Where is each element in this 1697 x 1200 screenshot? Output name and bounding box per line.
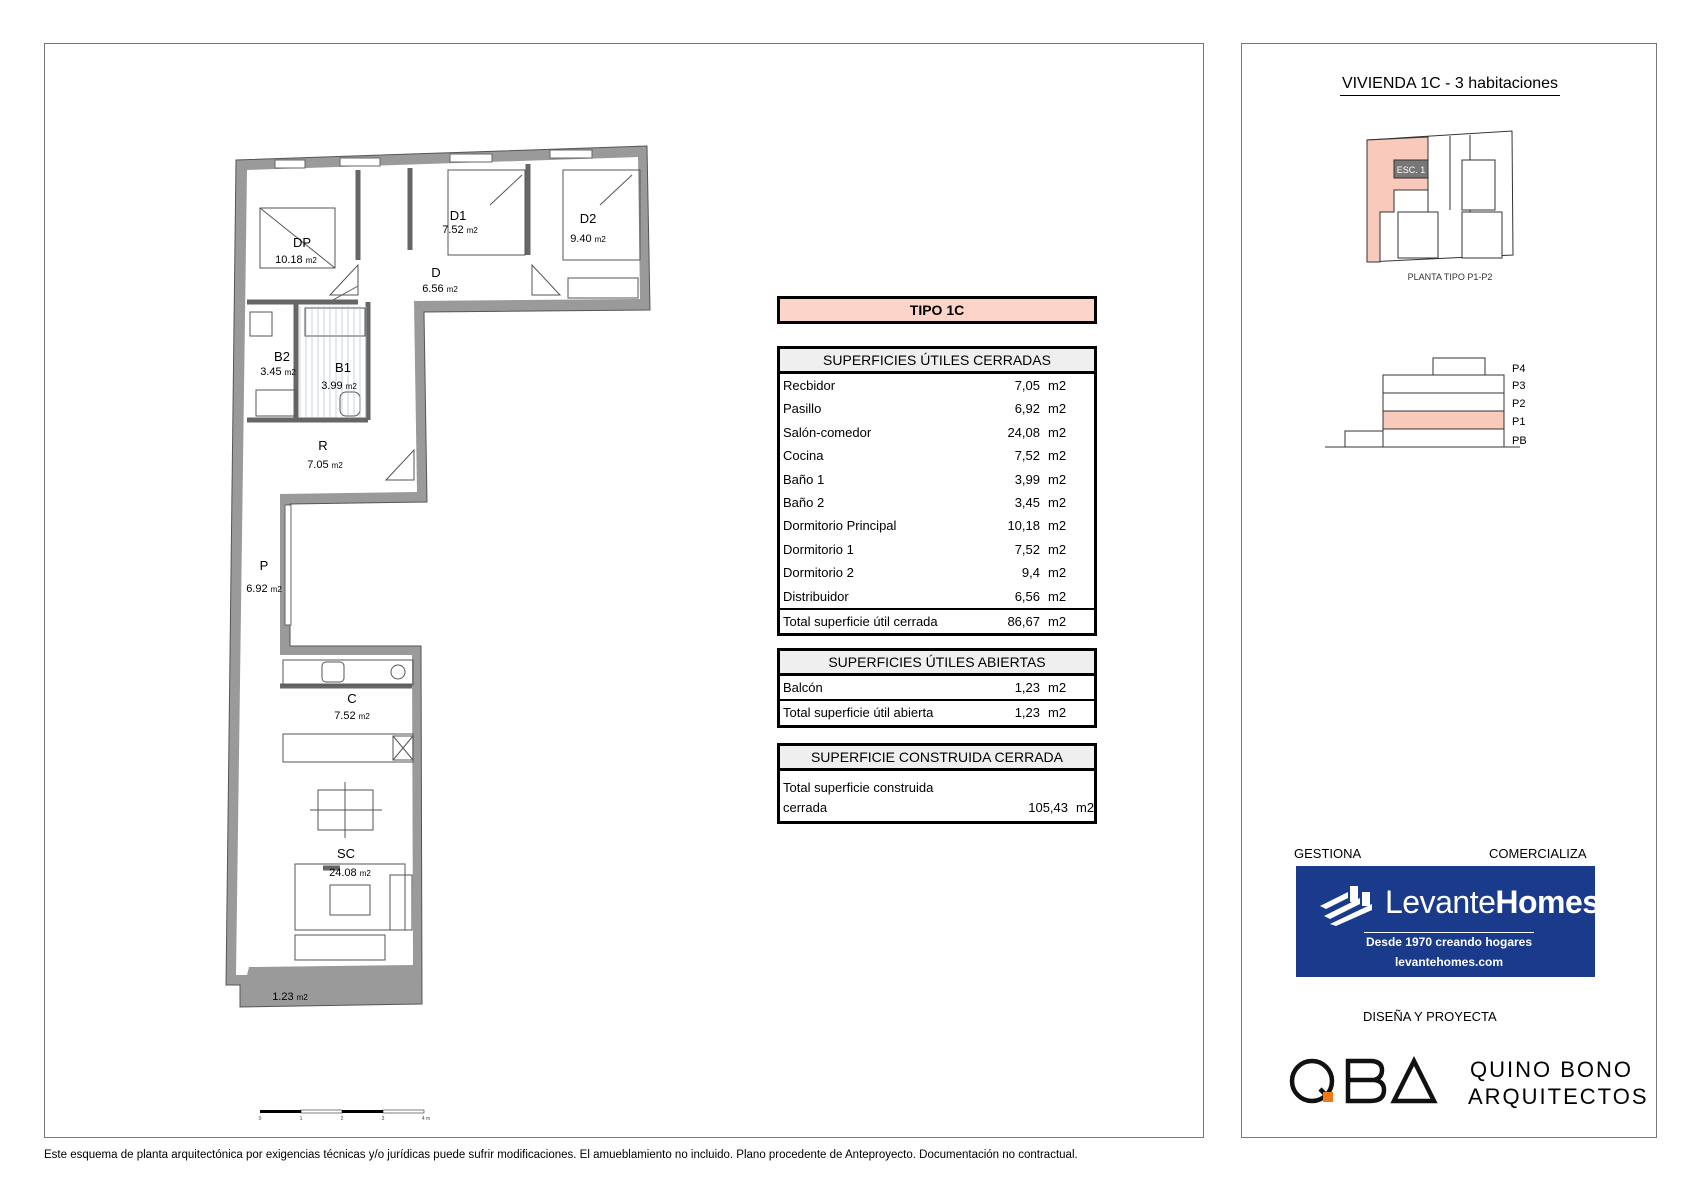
room-area: 6.56 m2	[422, 283, 458, 295]
qba-name-line1: QUINO BONO	[1470, 1057, 1634, 1082]
room-code: B1	[335, 360, 351, 375]
table-row: Dormitorio Principal 10,18 m2	[783, 518, 1067, 534]
room-code: DP	[292, 235, 312, 250]
qba-logo-text: QBA	[1288, 1055, 1291, 1056]
room-area: 24.08 m2	[329, 867, 371, 879]
room-code: P	[259, 558, 269, 573]
levante-brand: LevanteHomes	[1385, 884, 1600, 920]
room-code: D2	[579, 211, 597, 226]
room-code: SC	[336, 846, 356, 861]
designs-label: DISEÑA Y PROYECTA	[1363, 1009, 1497, 1024]
table-row: Cocina 7,52 m2	[783, 448, 1067, 464]
type-header: TIPO 1C	[777, 296, 1097, 324]
levante-building-icon	[1320, 884, 1382, 926]
built-area-value: 105,43	[1028, 800, 1068, 815]
room-area: 3.99 m2	[321, 380, 357, 392]
levante-homes-logo	[1296, 866, 1600, 977]
total-row: Total superficie útil abierta 1,23 m2	[780, 699, 1094, 724]
room-area: 10.18 m2	[275, 254, 317, 266]
built-area-title: SUPERFICIE CONSTRUIDA CERRADA	[777, 743, 1097, 771]
table-row: Baño 2 3,45 m2	[783, 494, 1067, 510]
sheet-title: VIVIENDA 1C - 3 habitaciones	[1340, 75, 1560, 96]
table-row: Dormitorio 2 9,4 m2	[783, 565, 1067, 581]
table-row: Dormitorio 1 7,52 m2	[783, 541, 1067, 557]
floor-label: P1	[1512, 416, 1526, 428]
table-row: Salón-comedor 24,08 m2	[783, 424, 1067, 440]
levante-tagline: Desde 1970 creando hogares	[1364, 932, 1534, 949]
room-code: R	[318, 438, 328, 453]
table-row: Distribuidor 6,56 m2	[783, 588, 1067, 604]
open-areas-title: SUPERFICIES ÚTILES ABIERTAS	[777, 648, 1097, 676]
room-area: 6.92 m2	[246, 583, 282, 595]
room-code: D1	[449, 208, 467, 223]
room-code: B2	[274, 349, 290, 364]
room-area: 7.52 m2	[442, 224, 478, 236]
built-area-label: Total superficie construida cerrada	[783, 780, 934, 815]
scale-tick: 3	[381, 1116, 385, 1122]
stair-tag: ESC. 1	[1396, 165, 1426, 175]
closed-areas-title: SUPERFICIES ÚTILES CERRADAS	[777, 346, 1097, 374]
table-row: Balcón 1,23 m2	[783, 680, 1067, 695]
table-row: Pasillo 6,92 m2	[783, 401, 1067, 417]
section-diagram	[1325, 358, 1520, 447]
total-row: Total superficie útil cerrada 86,67 m2	[780, 608, 1094, 633]
manages-label: GESTIONA	[1294, 846, 1362, 861]
scale-tick: 2	[340, 1116, 344, 1122]
sells-label: COMERCIALIZA	[1489, 846, 1587, 861]
balcony-area: 1.23 m2	[272, 991, 308, 1003]
floor-label: P4	[1512, 363, 1526, 375]
floor-label: PB	[1512, 435, 1527, 447]
scale-tick: 1	[299, 1116, 303, 1122]
scale-tick: 4 m	[421, 1116, 431, 1122]
room-area: 7.52 m2	[334, 710, 370, 722]
floor-label: P3	[1512, 380, 1526, 392]
key-plan-caption: PLANTA TIPO P1-P2	[1407, 272, 1493, 282]
highlighted-floor	[1383, 411, 1504, 429]
scale-tick: 0	[258, 1116, 262, 1122]
room-code: C	[347, 691, 357, 706]
qba-logo	[1288, 1055, 1438, 1111]
levante-url: levantehomes.com	[1394, 955, 1504, 969]
room-area: 9.40 m2	[570, 233, 606, 245]
room-code: D	[431, 265, 441, 280]
qba-name-line2: ARQUITECTOS	[1468, 1084, 1649, 1109]
disclaimer: Este esquema de planta arquitectónica por exigencias técnicas y/o jurídicas puede sufrir modificaciones. El amueblamiento no incluido. Plano procedente de Anteproyecto. Documentación no contractual.	[44, 1149, 1078, 1161]
table-row: Recbidor 7,05 m2	[783, 378, 1067, 393]
room-area: 3.45 m2	[260, 366, 296, 378]
room-area: 7.05 m2	[307, 459, 343, 471]
table-row: Baño 1 3,99 m2	[783, 471, 1067, 487]
floor-label: P2	[1512, 398, 1526, 410]
built-area-unit: m2	[1076, 800, 1095, 815]
